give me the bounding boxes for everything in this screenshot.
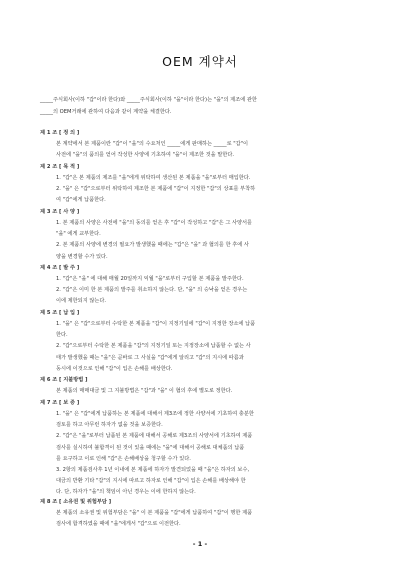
article-line: 본 제품의 소유권 및 위험부담은 "을" 이 본 제품을 "갑"에게 납품하여 "갑"이 행한 제품 <box>56 510 253 516</box>
article-line: 검사를 실시하여 불합격이 된 것이 있을 때에는 "을"에 대해서 공해로 대체품의 납품 <box>56 444 245 451</box>
intro-line: _____주식회사(이하 "갑"이라 한다)와 _____주식회사(이하 "을"이라 한다)는 "을"의 제조에 관한 <box>40 97 257 103</box>
article-line: 본 제품의 매매대금 및 그 지불방법은 "갑"과 "을" 이 협의 후에 별도로 정한다. <box>56 388 233 394</box>
article-4 <box>40 262 380 308</box>
article-line: 2. "갑"으로부터 수탁한 본 제품을 "갑"의 지정기일 또는 지정장소에 납품할 수 없는 사 <box>56 343 251 350</box>
article-heading: 제 1 조 [ 정 의 ] <box>40 130 80 136</box>
article-line: 1. "을" 은 "갑"으로부터 수탁한 본 제품을 "갑"이 지정기일에 "갑"이 지정한 장소에 납품 <box>56 321 256 327</box>
article-line: 본 계약에서 본 제품이란 "갑"이 "을"의 수요처인 _____에게 판매하는 _____로 "갑"이 <box>56 141 249 147</box>
article-line: 2. "갑"은 "을"로부터 납품된 본 제품에 대해서 공해로 제3조의 사양서에 기초하여 제품 <box>56 433 253 440</box>
document-title: OEM 계약서 <box>162 54 238 69</box>
article-heading: 제 5 조 [ 납 입 ] <box>40 310 80 316</box>
article-line: 검토를 하고 아무런 하자가 없을 것을 보증한다. <box>56 422 163 429</box>
article-8 <box>40 496 380 530</box>
article-line: 한다. <box>56 332 68 339</box>
intro-paragraph <box>40 94 380 118</box>
article-line: 대금의 반환 기타 "갑"의 지시에 따르고 하자로 인해 "갑"이 입은 손해를 배상해야 한 <box>56 478 246 485</box>
article-line: 태가 발생했을 때는 "을"은 곧바로 그 사실을 "갑"에게 알리고 "갑"의 지시에 따름과 <box>56 354 244 361</box>
article-1 <box>40 127 380 161</box>
article-3 <box>40 206 380 263</box>
article-line: 1. "을" 은 "갑"에게 납품하는 본 제품에 대해서 제3조에 정한 사양서에 기초하여 충분한 <box>56 411 254 417</box>
article-line: 사전에 "을"의 품의를 얻어 작성한 사양에 기초하여 "을"이 제조한 것을 말한다. <box>56 152 235 159</box>
article-6 <box>40 374 380 397</box>
article-line: "을" 에게 교부한다. <box>56 231 101 238</box>
intro-line: _____의 OEM거래에 관하여 다음과 같이 계약을 체결한다. <box>40 109 172 115</box>
article-heading: 제 3 조 [ 사 양 ] <box>40 209 80 215</box>
article-line: 다. 단, 하자가 "을"의 책임이 아닌 경우는 이에 한하지 않는다. <box>56 489 196 496</box>
article-line: 2. 본 제품의 사양에 변경의 필요가 발생했을 때에는 "갑"은 "을" 과 협의를 한 후에 사 <box>56 242 249 249</box>
article-5 <box>40 307 380 375</box>
article-line: 를 요구하고 이로 인해 "갑"은 손해배상을 청구할 수가 있다. <box>56 455 191 462</box>
article-line: 검사에 합격하였을 때에 "을"에게서 "갑"으로 이전한다. <box>56 521 181 528</box>
article-line: 양을 변경할 수가 있다. <box>56 253 108 260</box>
article-line: 이에 제한되지 않는다. <box>56 298 107 305</box>
article-heading: 제 8 조 [ 소유권 및 위험부담 ] <box>40 499 112 505</box>
article-7 <box>40 397 380 499</box>
article-line: 3. 2항의 제품검사후 1년 이내에 본 제품에 하자가 발견되었을 때 "을"은 하자의 보수, <box>56 467 250 474</box>
article-2 <box>40 161 380 207</box>
article-line: 2. "갑"은 이미 한 본 제품의 발주를 취소하지 않는다. 단, "을" 의 승낙을 얻은 경우는 <box>56 287 248 294</box>
article-heading: 제 4 조 [ 발 주 ] <box>40 265 80 271</box>
article-line: 1. "갑"은 "을" 에 대해 매월 20일까지 익월 "을"로부터 구입할 본 제품을 발주한다. <box>56 276 244 282</box>
article-heading: 제 2 조 [ 목 적 ] <box>40 164 80 170</box>
article-heading: 제 7 조 [ 보 증 ] <box>40 400 80 406</box>
article-line: 2. "을" 은 "갑"으로부터 위탁하여 제조한 본 제품에 "갑"이 지정한 "갑"의 상표를 부착하 <box>56 186 256 193</box>
page-number: - 1 - <box>192 540 208 548</box>
article-line: 여 "갑"에게 납품한다. <box>56 197 106 204</box>
article-line: 1. "갑"은 본 제품의 제조를 "을"에게 위탁하여 생산된 본 제품을 "을"로부터 매입한다. <box>56 175 251 181</box>
article-heading: 제 6 조 [ 지불방법 ] <box>40 377 88 383</box>
article-line: 1. 본 제품의 사양은 사전에 "을"의 동의를 얻은 후 "갑"이 작성하고 "갑"은 그 사양서를 <box>56 220 253 226</box>
article-line: 동시에 이것으로 인해 "갑"이 입은 손해를 배상한다. <box>56 365 173 372</box>
